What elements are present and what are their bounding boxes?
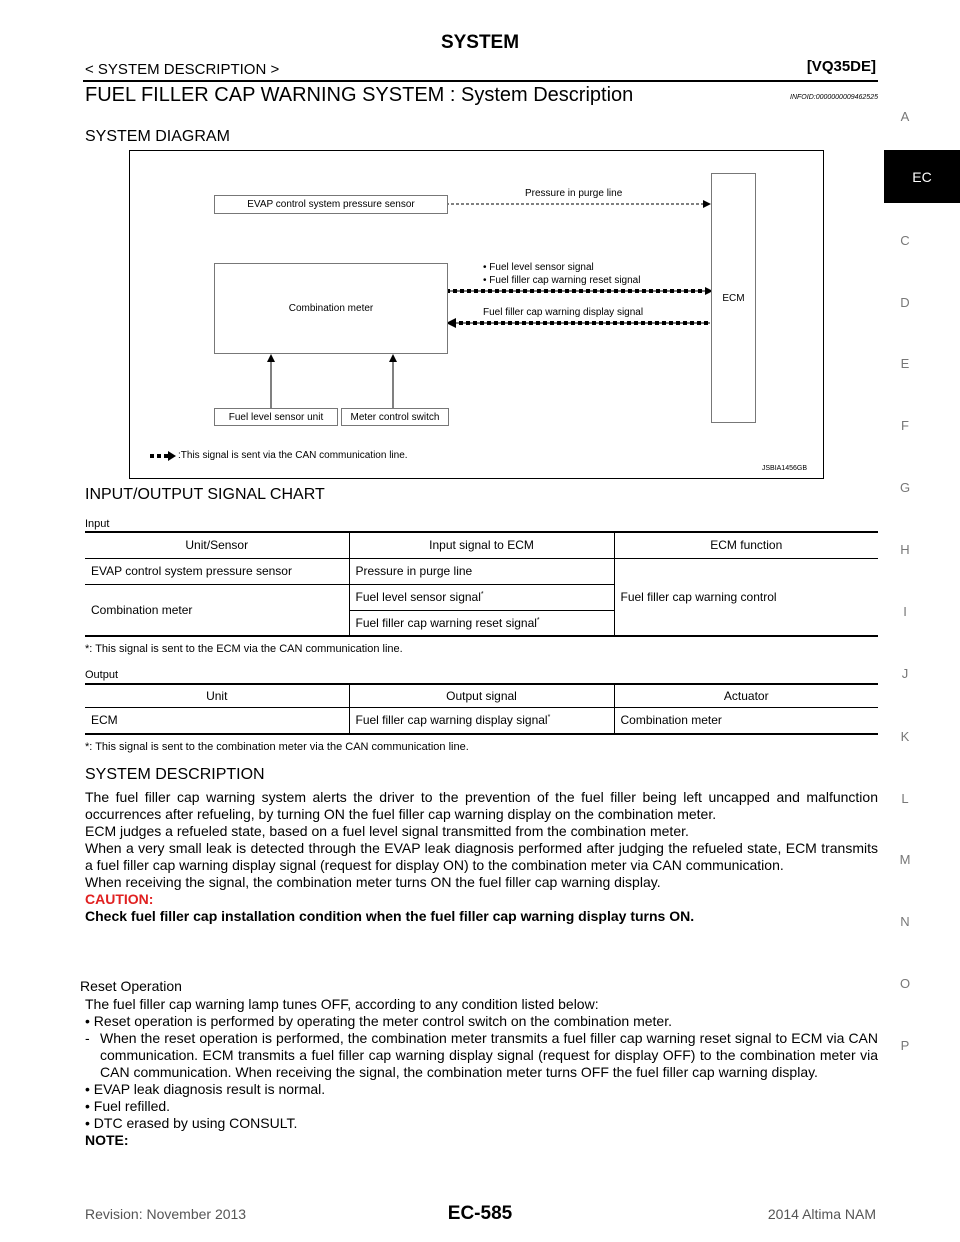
output-col-signal: Output signal (349, 684, 614, 707)
reset-bullet-5: • DTC erased by using CONSULT. (85, 1115, 298, 1131)
page-header-title: SYSTEM (440, 32, 520, 53)
reset-bullet-2 (85, 1030, 878, 1081)
description-heading: SYSTEM DESCRIPTION (85, 766, 265, 783)
header-rule (83, 80, 878, 82)
output-row-actuator: Combination meter (614, 707, 878, 734)
meter-signal-1-text: Fuel level sensor signal (355, 590, 481, 604)
output-row-signal (349, 707, 614, 734)
tab-h[interactable]: H (900, 542, 910, 557)
tab-c[interactable]: C (900, 233, 910, 248)
output-caption: Output (85, 669, 119, 681)
reset-text (85, 996, 878, 1149)
input-row-meter-signal-1 (349, 584, 614, 610)
tab-a[interactable]: A (900, 109, 910, 124)
footnote-mark: * (547, 714, 551, 722)
figure-id: JSBIA1456GB (761, 465, 807, 472)
output-row-unit: ECM (91, 713, 118, 728)
reset-intro: The fuel filler cap warning lamp tunes OFF, according to any condition listed below: (85, 996, 599, 1012)
reset-bullet-2-text: When the reset operation is performed, the combination meter transmits a fuel filler cap warning reset signal to ECM via CAN communication. ECM transmits a fuel filler cap warning display signal (request for display OFF) to the combination meter via CAN communication. When receiving the signal, the combination meter turns OFF the fuel filler cap warning display. (100, 1030, 878, 1080)
info-id: INFOID:0000000009462525 (790, 94, 878, 101)
description-p4: When receiving the signal, the combination meter turns ON the fuel filler cap warning display. (85, 874, 661, 890)
input-row-evap-unit: EVAP control system pressure sensor (85, 558, 349, 584)
tab-g[interactable]: G (899, 480, 911, 495)
section-title: FUEL FILLER CAP WARNING SYSTEM : System Description (85, 84, 634, 106)
tab-m[interactable]: M (899, 852, 911, 867)
meter-switch-box: Meter control switch (341, 408, 449, 426)
ecm-box: ECM (711, 173, 756, 423)
input-row-evap-signal: Pressure in purge line (349, 558, 614, 584)
input-row-meter-signal-2 (349, 610, 614, 636)
description-text (85, 789, 878, 925)
reset-heading: Reset Operation (80, 978, 182, 994)
footnote-mark: * (536, 616, 540, 624)
pressure-line-label: Pressure in purge line (525, 188, 623, 199)
footer-page-number: EC-585 (447, 1203, 513, 1224)
footer-model: 2014 Altima NAM (767, 1206, 876, 1222)
dash-mark: - (85, 1030, 90, 1046)
note-label: NOTE: (85, 1132, 129, 1148)
meter-signal-2-text: Fuel filler cap warning reset signal (355, 615, 537, 630)
input-table (85, 531, 878, 637)
io-chart-heading: INPUT/OUTPUT SIGNAL CHART (85, 486, 325, 503)
output-footnote: *: This signal is sent to the combination meter via the CAN communication line. (85, 741, 469, 753)
description-p3: When a very small leak is detected through the EVAP leak diagnosis performed after judging the refueled state, ECM transmits a fuel filler cap warning display signal (request for display ON) to the combination meter via CAN communication. (85, 840, 878, 873)
display-signal-label: Fuel filler cap warning display signal (483, 307, 644, 318)
evap-sensor-box: EVAP control system pressure sensor (214, 195, 448, 214)
fuel-level-signal-label: • Fuel level sensor signal (483, 262, 594, 273)
tab-k[interactable]: K (900, 729, 910, 744)
description-p2: ECM judges a refueled state, based on a fuel level signal transmitted from the combination meter. (85, 823, 689, 839)
reset-bullet-1: • Reset operation is performed by operating the meter control switch on the combination meter. (85, 1013, 672, 1029)
input-caption: Input (85, 518, 110, 530)
can-legend: :This signal is sent via the CAN communication line. (178, 450, 408, 461)
tab-f[interactable]: F (901, 418, 909, 433)
input-col-signal: Input signal to ECM (349, 532, 614, 558)
tab-ec-active[interactable]: EC (884, 150, 960, 203)
output-col-unit: Unit (85, 684, 349, 707)
caution-text: Check fuel filler cap installation condition when the fuel filler cap warning display turns ON. (85, 908, 695, 924)
description-p1: The fuel filler cap warning system alerts the driver to the prevention of the fuel filler being left uncapped and malfunction occurrences after refueling, by turning ON the fuel filler cap warning display on the combination meter. (85, 789, 878, 822)
tab-e[interactable]: E (900, 356, 910, 371)
footnote-mark: * (480, 591, 484, 598)
output-col-actuator: Actuator (614, 684, 878, 707)
combination-meter-box: Combination meter (214, 263, 448, 354)
tab-n[interactable]: N (900, 914, 910, 929)
tab-o[interactable]: O (899, 976, 911, 991)
footer-revision: Revision: November 2013 (85, 1206, 247, 1222)
input-footnote: *: This signal is sent to the ECM via the CAN communication line. (85, 643, 403, 655)
tab-l[interactable]: L (901, 791, 909, 806)
input-col-function: ECM function (614, 532, 878, 558)
input-row-function: Fuel filler cap warning control (614, 558, 878, 636)
diagram-heading: SYSTEM DIAGRAM (85, 128, 230, 145)
input-col-unit: Unit/Sensor (85, 532, 349, 558)
output-table (85, 683, 878, 735)
tab-i[interactable]: I (903, 604, 907, 619)
engine-code: [VQ35DE] (806, 58, 876, 75)
tab-p[interactable]: P (900, 1038, 910, 1053)
tab-d[interactable]: D (900, 295, 910, 310)
output-signal-text: Fuel filler cap warning display signal (355, 713, 548, 728)
reset-bullet-4: • Fuel refilled. (85, 1098, 171, 1114)
input-row-meter-unit: Combination meter (91, 602, 193, 617)
page-header-section: < SYSTEM DESCRIPTION > (85, 61, 280, 78)
caution-label: CAUTION: (85, 891, 154, 907)
tab-j[interactable]: J (901, 666, 909, 681)
reset-bullet-3: • EVAP leak diagnosis result is normal. (85, 1081, 326, 1097)
fuel-level-unit-box: Fuel level sensor unit (214, 408, 338, 426)
system-diagram (129, 150, 824, 479)
reset-signal-label: • Fuel filler cap warning reset signal (483, 275, 641, 286)
